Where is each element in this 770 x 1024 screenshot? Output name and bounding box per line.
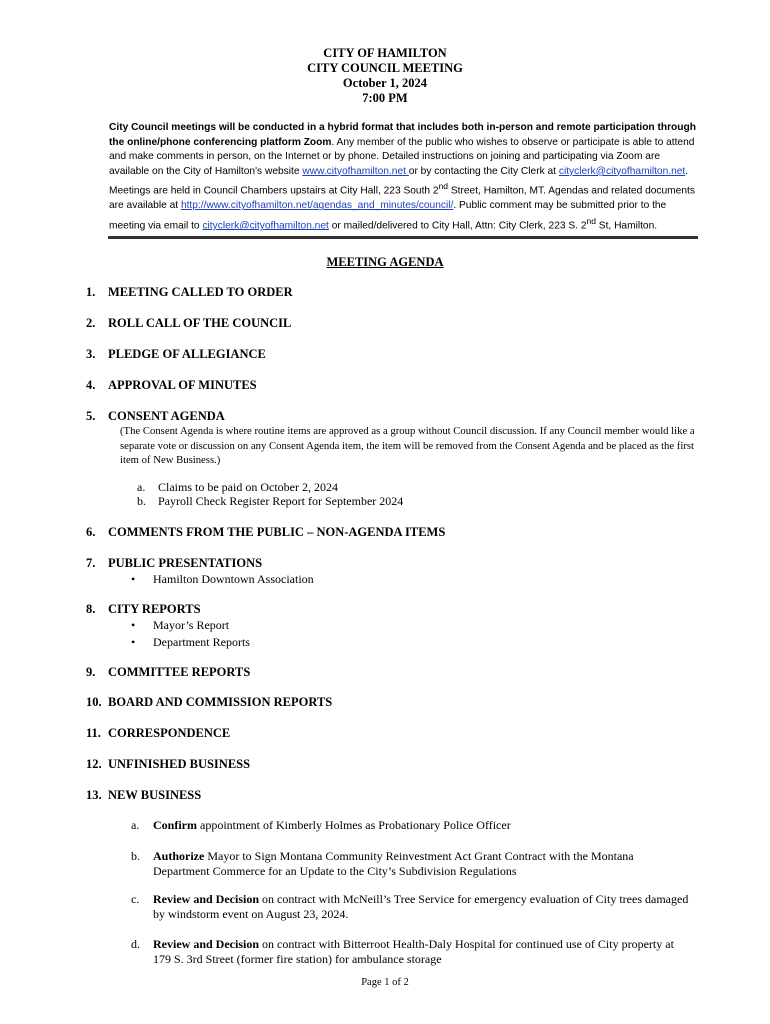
item-label: PLEDGE OF ALLEGIANCE [108, 347, 266, 361]
item-label: APPROVAL OF MINUTES [108, 378, 257, 392]
bullet-dot: • [131, 618, 136, 632]
bullet-text: Department Reports [153, 635, 250, 649]
agenda-item [86, 316, 291, 331]
item-number: 2. [86, 316, 96, 330]
city-report-bullet [131, 635, 250, 650]
item-number: 5. [86, 409, 96, 423]
consent-item [137, 494, 403, 509]
divider-rule [108, 236, 698, 239]
website-link[interactable]: www.cityofhamilton.net [302, 165, 409, 177]
item-label: MEETING CALLED TO ORDER [108, 285, 293, 299]
new-business-letter: a. [131, 818, 140, 832]
new-business-text: on contract with McNeill’s Tree Service for emergency evaluation of City trees damaged by windstorm event on August 23, 2024. [153, 892, 689, 921]
new-business-text: appointment of Kimberly Holmes as Probationary Police Officer [197, 818, 511, 832]
intro-text-5: . Public comment may be submitted prior to the meeting via email to [109, 200, 667, 232]
bullet-text: Hamilton Downtown Association [153, 572, 314, 586]
new-business-item [131, 937, 691, 967]
consent-item [137, 480, 338, 495]
agenda-item [86, 347, 266, 362]
agenda-item [86, 409, 225, 424]
item-label: COMMENTS FROM THE PUBLIC – NON-AGENDA ITEMS [108, 525, 446, 539]
item-label: CONSENT AGENDA [108, 409, 225, 423]
item-number: 1. [86, 285, 96, 299]
new-business-action: Confirm [153, 818, 197, 832]
consent-item-text: Payroll Check Register Report for September 2024 [158, 494, 404, 508]
header-date: October 1, 2024 [342, 76, 428, 90]
header-time: 7:00 PM [362, 91, 408, 105]
new-business-item [131, 892, 691, 922]
item-label: COMMITTEE REPORTS [108, 665, 251, 679]
new-business-letter: c. [131, 892, 140, 906]
agenda-item [86, 525, 445, 540]
intro-sup-2: nd [586, 215, 596, 226]
page-number: Page 1 of 2 [361, 977, 409, 988]
new-business-action: Authorize [153, 849, 205, 863]
agenda-item [86, 695, 332, 710]
bullet-dot: • [131, 635, 136, 649]
consent-item-letter: a. [137, 480, 146, 494]
agendas-link[interactable]: http://www.cityofhamilton.net/agendas_and_minutes/council/ [180, 200, 454, 212]
item-number: 9. [86, 665, 96, 679]
document-header [0, 46, 770, 106]
new-business-action: Review and Decision [153, 937, 259, 951]
consent-item-text: Claims to be paid on October 2, 2024 [158, 480, 338, 494]
item-label: ROLL CALL OF THE COUNCIL [108, 316, 292, 330]
item-number: 4. [86, 378, 96, 392]
intro-text-4: Street, Hamilton, MT. Agendas and related documents are available at [109, 185, 695, 212]
agenda-item [86, 757, 250, 772]
intro-text-3: . Meetings are held in Council Chambers upstairs at City Hall, 223 South 2 [109, 165, 689, 197]
new-business-item [131, 849, 691, 879]
item-label: NEW BUSINESS [108, 788, 202, 802]
item-number: 11. [86, 726, 101, 740]
consent-agenda-note: (The Consent Agenda is where routine items are approved as a group without Council discussion. If any Council member would like a separate vote or discussion on any Consent Agenda item, the item will be removed from the Consent Agenda and be placed as the first item of New Business.) [120, 425, 695, 466]
item-number: 6. [86, 525, 96, 539]
intro-text-7: St, Hamilton. [595, 220, 658, 232]
item-number: 13. [86, 788, 102, 802]
new-business-text: Mayor to Sign Montana Community Reinvestment Act Grant Contract with the Montana Department Commerce for an Update to the City’s Subdivision Regulations [153, 849, 634, 878]
presentation-bullet [131, 572, 314, 587]
clerk-email-link-2[interactable]: cityclerk@cityofhamilton.net [202, 220, 329, 232]
new-business-action: Review and Decision [153, 892, 259, 906]
agenda-item [86, 726, 230, 741]
item-number: 12. [86, 757, 102, 771]
item-number: 8. [86, 602, 96, 616]
bullet-dot: • [131, 572, 136, 586]
header-meeting: CITY COUNCIL MEETING [307, 61, 463, 75]
item-label: CITY REPORTS [108, 602, 201, 616]
bullet-text: Mayor’s Report [153, 618, 230, 632]
consent-item-letter: b. [137, 494, 146, 508]
item-number: 7. [86, 556, 96, 570]
agenda-item [86, 556, 262, 571]
new-business-item [131, 818, 691, 833]
agenda-item [86, 665, 250, 680]
intro-sup-1: nd [438, 181, 449, 192]
new-business-letter: b. [131, 849, 140, 863]
intro-text-6: or mailed/delivered to City Hall, Attn: City Clerk, 223 S. 2 [328, 220, 587, 232]
item-label: PUBLIC PRESENTATIONS [108, 556, 263, 570]
agenda-title: MEETING AGENDA [326, 255, 444, 269]
city-report-bullet [131, 618, 229, 633]
intro-text-2: or by contacting the City Clerk at [408, 165, 559, 177]
item-number: 10. [86, 695, 102, 709]
item-label: CORRESPONDENCE [108, 726, 231, 740]
intro-bold-text: City Council meetings will be conducted in a hybrid format that includes both in-person and remote participation through the online/phone conferencing platform Zoom [109, 122, 696, 148]
item-number: 3. [86, 347, 96, 361]
agenda-item [86, 788, 201, 803]
item-label: UNFINISHED BUSINESS [108, 757, 251, 771]
header-city: CITY OF HAMILTON [323, 46, 447, 60]
intro-text-1: . Any member of the public who wishes to observe or participate is able to attend and make comments in person, on the Internet or by phone. Detailed instructions on joining and participating via Zoom are available on the City of Hamilton's website [109, 136, 695, 177]
agenda-item [86, 285, 293, 300]
agenda-item [86, 602, 201, 617]
intro-paragraph [109, 121, 699, 234]
item-label: BOARD AND COMMISSION REPORTS [108, 695, 333, 709]
clerk-email-link[interactable]: cityclerk@cityofhamilton.net [558, 165, 686, 177]
new-business-text: on contract with Bitterroot Health-Daly Hospital for continued use of City property at 179 S. 3rd Street (former fire station) for ambulance storage [153, 937, 674, 966]
agenda-item [86, 378, 257, 393]
new-business-letter: d. [131, 937, 140, 951]
